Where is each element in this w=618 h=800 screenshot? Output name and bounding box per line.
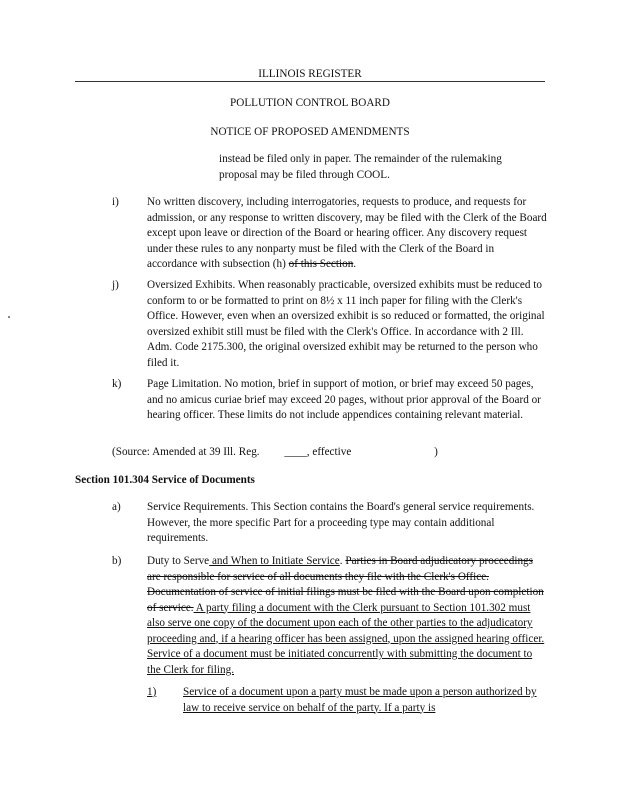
notice-title: NOTICE OF PROPOSED AMENDMENTS (210, 126, 410, 138)
source-blank: ____ (284, 446, 307, 458)
section-b-inserted: A party filing a document with the Clerk pursuant to Section 101.302 must also serve one copy of the document upon each of the other parties to the adjudicatory proceeding and, if a hearing officer has been assigned, upon the assigned hearing officer. Service of a document must be initiated concurrently with submitting the document to the Clerk for filing. (147, 601, 545, 676)
item-k-label: k) (112, 378, 122, 390)
section-b-label: b) (112, 555, 122, 567)
header-rule (75, 81, 545, 82)
section-b-lead-inserted: and When to Initiate Service (209, 555, 340, 567)
item-j-paragraph: Oversized Exhibits. When reasonably practicable, oversized exhibits must be reduced to conform to or be formatted to print on 8½ x 11 inch paper for filing with the Clerk's Office. However, even when an oversized exhibit is so reduced or formatted, the original oversized exhibit still must be filed with the Clerk's Office. In accordance with 2 Ill. Adm. Code 2175.300, the original oversized exhibit may be returned to the person who filed it. (147, 279, 545, 369)
item-i-text: No written discovery, including interrogatories, requests to produce, and requests for admission, or any response to written discovery, may be filed with the Clerk of the Board except upon leave or direction of the Board or hearing officer. Any discovery request under these rules to any nonparty must be filed with the Clerk of the Board in accordance with subsection (h) (147, 196, 547, 270)
source-note (112, 445, 542, 461)
item-i-struck: of this Section (288, 258, 354, 270)
section-heading: Section 101.304 Service of Documents (75, 474, 255, 486)
section-b-lead-end: . (339, 555, 346, 567)
item-i-paragraph (147, 195, 547, 273)
source-comma: , (306, 446, 310, 458)
agency-title: POLLUTION CONTROL BOARD (230, 97, 390, 109)
source-effective: effective (312, 446, 352, 458)
section-b1-paragraph: Service of a document upon a party must be made upon a person authorized by law to receive service on behalf of the party. If a party is (183, 686, 537, 714)
item-i-end: . (353, 258, 357, 270)
section-b-struck: Parties in Board adjudicatory proceedings are responsible for service of all documents they file with the Clerk's Office. Documentation of service of initial filings must be filed with the Board upon completion of service. (147, 555, 544, 614)
item-i-label: i) (112, 196, 119, 208)
section-a-label: a) (112, 501, 121, 513)
register-title: ILLINOIS REGISTER (258, 68, 362, 80)
continuation-paragraph: instead be filed only in paper. The remainder of the rulemaking proposal may be filed through COOL. (219, 153, 502, 181)
section-b1-label: 1) (147, 686, 157, 698)
source-prefix: (Source: Amended at 39 Ill. Reg. (112, 446, 260, 458)
item-k-paragraph: Page Limitation. No motion, brief in support of motion, or brief may exceed 50 pages, and no amicus curiae brief may exceed 20 pages, without prior approval of the Board or hearing officer. These limits do not include appendices containing relevant material. (147, 378, 541, 421)
section-a-paragraph: Service Requirements. This Section contains the Board's general service requirements. However, the more specific Part for a proceeding type may contain additional requirements. (147, 501, 535, 544)
source-close: ) (434, 446, 438, 458)
scan-speck (8, 316, 10, 318)
section-b-lead: Duty to Serve (147, 555, 210, 567)
item-j-label: j) (112, 279, 119, 291)
section-b-paragraph (147, 554, 547, 678)
